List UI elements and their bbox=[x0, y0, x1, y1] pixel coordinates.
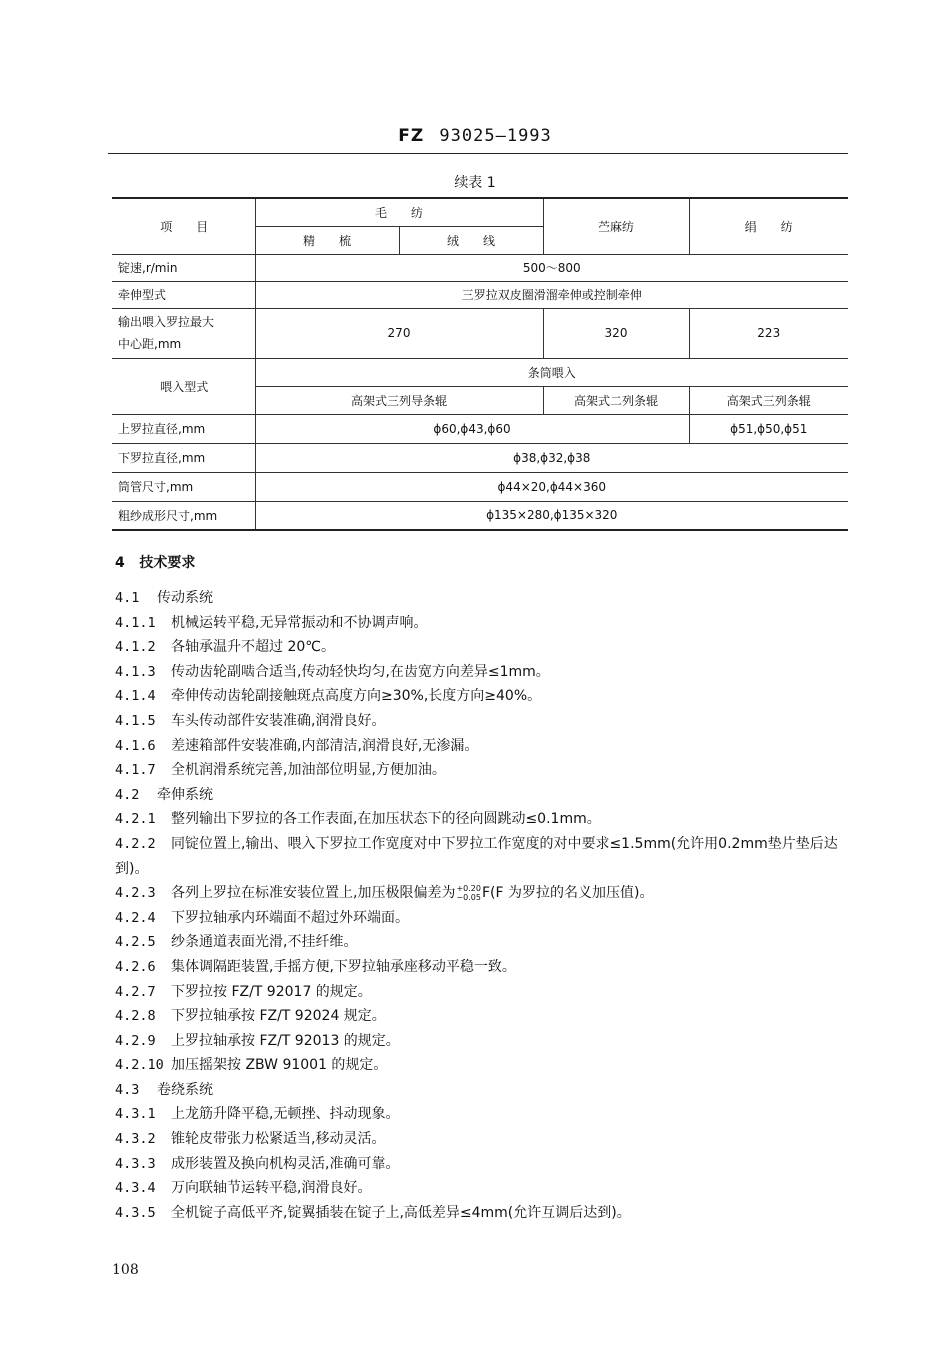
clause-item bbox=[115, 1127, 855, 1152]
clause-text: 上龙筋升降平稳,无顿挫、抖动现象。 bbox=[171, 1106, 400, 1123]
clause-text: 万向联轴节运转平稳,润滑良好。 bbox=[171, 1180, 372, 1197]
clause-text: 机械运转平稳,无异常振动和不协调声响。 bbox=[171, 614, 428, 631]
clause-number: 4.2.4 bbox=[115, 909, 156, 926]
clause-text: 牵伸系统 bbox=[157, 786, 213, 803]
clause-number: 4.2.8 bbox=[115, 1008, 156, 1025]
cell-value-ramie: 320 bbox=[543, 308, 689, 358]
clause-text: 各列上罗拉在标准安装位置上,加压极限偏差为 bbox=[171, 885, 456, 902]
head-wool: 毛 纺 bbox=[255, 198, 543, 226]
cell-value: ϕ44×20,ϕ44×360 bbox=[255, 472, 848, 501]
clause-number: 4.3.3 bbox=[115, 1155, 156, 1172]
clause-text: 加压摇架按 ZBW 91001 的规定。 bbox=[171, 1057, 388, 1074]
row-label-line-1: 输出喂入罗拉最大 bbox=[118, 315, 215, 329]
clause-text: 全机润滑系统完善,加油部位明显,方便加油。 bbox=[171, 762, 446, 779]
head-woolen: 绒 线 bbox=[399, 226, 543, 254]
head-ramie: 苎麻纺 bbox=[543, 198, 689, 254]
table-row bbox=[112, 443, 848, 472]
cell-value-ramie: 高架式二列条辊 bbox=[543, 386, 689, 414]
clause-item bbox=[115, 832, 855, 881]
table-head-row-1 bbox=[112, 198, 848, 226]
document-header bbox=[0, 126, 950, 146]
clause-text-tail: F(F 为罗拉的名义加压值)。 bbox=[481, 885, 654, 902]
table-row bbox=[112, 414, 848, 443]
section-number: 4 bbox=[115, 555, 125, 571]
clause-text: 下罗拉按 FZ/T 92017 的规定。 bbox=[171, 983, 372, 1000]
table-row bbox=[112, 501, 848, 530]
clause-number: 4.1.6 bbox=[115, 737, 156, 754]
cell-value-silk: 223 bbox=[689, 308, 848, 358]
clause-text: 差速箱部件安装准确,内部清洁,润滑良好,无渗漏。 bbox=[171, 737, 479, 754]
clause-item bbox=[115, 758, 855, 783]
clause-text: 同锭位置上,输出、喂入下罗拉工作宽度对中下罗拉工作宽度的对中要求≤1.5mm(允许用0.2mm垫片垫后达到)。 bbox=[115, 835, 838, 877]
section-heading bbox=[115, 552, 195, 572]
clause-item bbox=[115, 684, 855, 709]
clause-number: 4.3 bbox=[115, 1081, 140, 1098]
clause-item bbox=[115, 734, 855, 759]
clause-text: 全机锭子高低平齐,锭翼插装在锭子上,高低差异≤4mm(允许互调后达到)。 bbox=[171, 1204, 631, 1221]
cell-value-silk: 高架式三列条辊 bbox=[689, 386, 848, 414]
row-label: 锭速,r/min bbox=[112, 254, 255, 281]
clause-text: 锥轮皮带张力松紧适当,移动灵活。 bbox=[171, 1131, 386, 1148]
tolerance-lower: −0.05 bbox=[456, 893, 481, 903]
cell-value: ϕ38,ϕ32,ϕ38 bbox=[255, 443, 848, 472]
clause-number: 4.2.1 bbox=[115, 811, 156, 828]
clause-number: 4.2.6 bbox=[115, 958, 156, 975]
cell-value: 条筒喂入 bbox=[255, 358, 848, 386]
clause-text: 各轴承温升不超过 20℃。 bbox=[171, 639, 335, 656]
clause-number: 4.3.5 bbox=[115, 1204, 156, 1221]
standard-code: 93025—1993 bbox=[439, 126, 552, 146]
clause-item bbox=[115, 1078, 855, 1103]
clause-number: 4.1.2 bbox=[115, 639, 156, 656]
clause-item bbox=[115, 906, 855, 931]
clause-item bbox=[115, 1176, 855, 1201]
clause-item bbox=[115, 980, 855, 1005]
clause-item bbox=[115, 1102, 855, 1127]
clause-text: 下罗拉轴承内环端面不超过外环端面。 bbox=[171, 909, 409, 926]
clause-number: 4.2.9 bbox=[115, 1032, 156, 1049]
clause-number: 4.1.7 bbox=[115, 762, 156, 779]
table-row bbox=[112, 254, 848, 281]
cell-value-silk: ϕ51,ϕ50,ϕ51 bbox=[689, 414, 848, 443]
row-label: 喂入型式 bbox=[112, 358, 255, 414]
clause-text: 上罗拉轴承按 FZ/T 92013 的规定。 bbox=[171, 1032, 400, 1049]
table-row bbox=[112, 358, 848, 386]
clause-text: 下罗拉轴承按 FZ/T 92024 规定。 bbox=[171, 1008, 386, 1025]
cell-value: 三罗拉双皮圈滑溜牵伸或控制牵伸 bbox=[255, 281, 848, 308]
clause-item bbox=[115, 1152, 855, 1177]
cell-value-wool-ramie: ϕ60,ϕ43,ϕ60 bbox=[255, 414, 689, 443]
row-label: 粗纱成形尺寸,mm bbox=[112, 501, 255, 530]
spec-table bbox=[112, 197, 848, 531]
clause-number: 4.1.5 bbox=[115, 712, 156, 729]
cell-value-wool: 高架式三列导条辊 bbox=[255, 386, 543, 414]
clause-item bbox=[115, 1029, 855, 1054]
table-caption: 续表 1 bbox=[454, 175, 496, 191]
tolerance bbox=[456, 884, 481, 902]
clause-text: 纱条通道表面光滑,不挂纤维。 bbox=[171, 934, 358, 951]
cell-value-wool: 270 bbox=[255, 308, 543, 358]
header-rule bbox=[108, 153, 848, 154]
clause-text: 成形装置及换向机构灵活,准确可靠。 bbox=[171, 1155, 400, 1172]
clause-text: 车头传动部件安装准确,润滑良好。 bbox=[171, 712, 386, 729]
clause-text: 卷绕系统 bbox=[157, 1081, 213, 1098]
tolerance-upper: +0.20 bbox=[456, 884, 481, 894]
table-row bbox=[112, 472, 848, 501]
row-label: 牵伸型式 bbox=[112, 281, 255, 308]
clause-number: 4.3.4 bbox=[115, 1180, 156, 1197]
row-label: 筒管尺寸,mm bbox=[112, 472, 255, 501]
clause-item bbox=[115, 930, 855, 955]
clause-text: 整列输出下罗拉的各工作表面,在加压状态下的径向圆跳动≤0.1mm。 bbox=[171, 811, 601, 828]
clause-text: 牵伸传动齿轮副接触斑点高度方向≥30%,长度方向≥40%。 bbox=[171, 688, 542, 705]
row-label: 上罗拉直径,mm bbox=[112, 414, 255, 443]
clause-number: 4.1 bbox=[115, 590, 140, 606]
clause-item bbox=[115, 586, 855, 611]
clause-number: 4.2.5 bbox=[115, 934, 156, 951]
table-row bbox=[112, 281, 848, 308]
clause-list bbox=[115, 586, 855, 1225]
row-label-line-2: 中心距,mm bbox=[118, 337, 182, 351]
page-number: 108 bbox=[112, 1262, 139, 1278]
clause-text: 集体调隔距装置,手摇方便,下罗拉轴承座移动平稳一致。 bbox=[171, 958, 516, 975]
clause-item bbox=[115, 635, 855, 660]
clause-number: 4.3.2 bbox=[115, 1131, 156, 1148]
clause-item bbox=[115, 955, 855, 980]
clause-number: 4.2.10 bbox=[115, 1057, 164, 1074]
clause-number: 4.2.7 bbox=[115, 983, 156, 1000]
clause-number: 4.1.1 bbox=[115, 614, 156, 631]
clause-number: 4.1.4 bbox=[115, 688, 156, 705]
section-title: 技术要求 bbox=[139, 555, 196, 571]
standard-prefix: FZ bbox=[398, 126, 425, 146]
clause-text: 传动系统 bbox=[157, 590, 213, 606]
clause-item bbox=[115, 1004, 855, 1029]
row-label bbox=[112, 308, 255, 358]
head-worsted: 精 梳 bbox=[255, 226, 399, 254]
cell-value: 500～800 bbox=[255, 254, 848, 281]
clause-text: 传动齿轮副啮合适当,传动轻快均匀,在齿宽方向差异≤1mm。 bbox=[171, 663, 550, 680]
clause-item bbox=[115, 1201, 855, 1226]
clause-item bbox=[115, 611, 855, 636]
clause-item bbox=[115, 807, 855, 832]
clause-number: 4.2.2 bbox=[115, 835, 156, 852]
clause-item bbox=[115, 881, 855, 906]
clause-item bbox=[115, 1053, 855, 1078]
head-item: 项 目 bbox=[112, 198, 255, 254]
clause-item bbox=[115, 709, 855, 734]
clause-item bbox=[115, 660, 855, 685]
clause-item bbox=[115, 783, 855, 808]
head-silk: 绢 纺 bbox=[689, 198, 848, 254]
clause-number: 4.2.3 bbox=[115, 885, 156, 902]
clause-number: 4.1.3 bbox=[115, 663, 156, 680]
table-row bbox=[112, 308, 848, 358]
clause-number: 4.3.1 bbox=[115, 1106, 156, 1123]
clause-number: 4.2 bbox=[115, 786, 140, 803]
cell-value: ϕ135×280,ϕ135×320 bbox=[255, 501, 848, 530]
row-label: 下罗拉直径,mm bbox=[112, 443, 255, 472]
